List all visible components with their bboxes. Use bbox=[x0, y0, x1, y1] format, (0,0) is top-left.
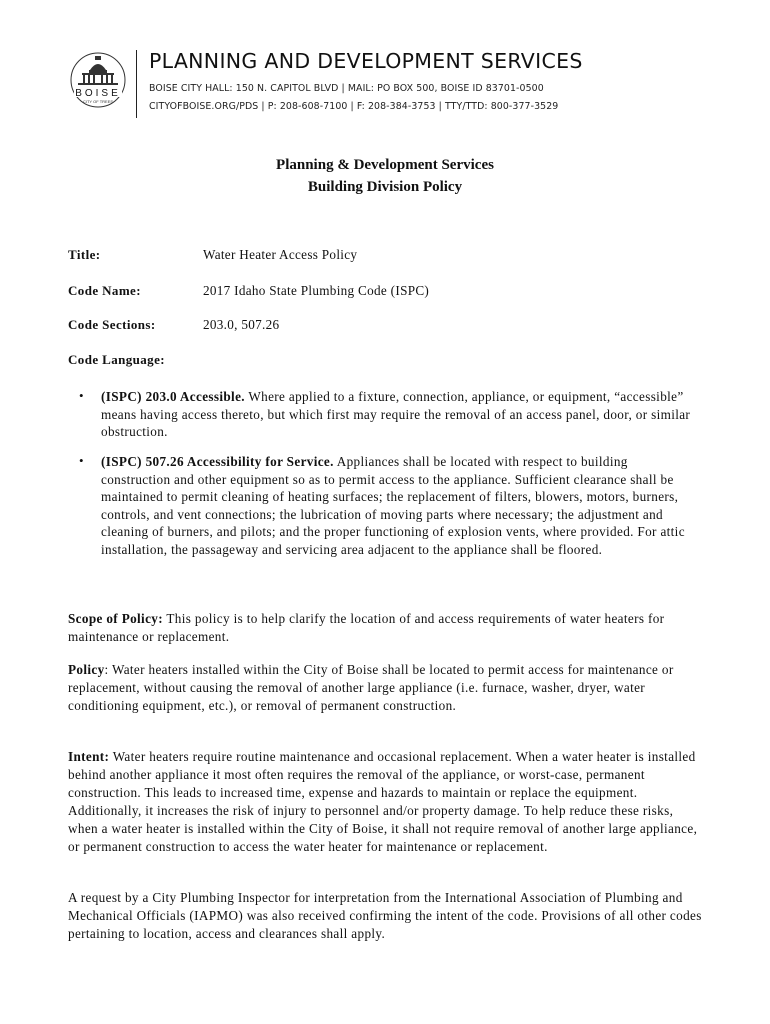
code-language-item bbox=[101, 388, 691, 441]
document-subtitle: Building Division Policy bbox=[307, 179, 463, 195]
code-sections-label: Code Sections: bbox=[68, 317, 156, 332]
city-seal-logo bbox=[66, 50, 130, 116]
org-name: PLANNING AND DEVELOPMENT SERVICES bbox=[149, 49, 583, 73]
policy-text: : Water heaters installed within the City of Boise shall be located to permit access for maintenance or replacement, without causing the removal of another large appliance (i.e. furnace, washer, dryer, water conditioning equipment, etc.), or removal of permanent construction. bbox=[68, 662, 674, 713]
code-text: Appliances shall be located with respect to building construction and other equipment so as to permit access to the appliance. Sufficient clearance shall be maintained to permit cleaning of heating surfaces; the replacement of filters, blowers, motors, burners, controls, and vent connections; the lubrication of moving parts where necessary; the adjustment and cleaning of burners, and pilots; and the proper functioning of explosion vents, where provided. For attic installation, the passageway and servicing area adjacent to the appliance shall be floored. bbox=[101, 454, 685, 557]
bullet-icon: • bbox=[79, 453, 84, 468]
code-language-item bbox=[101, 453, 691, 559]
seal-sub-text: CITY OF TREES bbox=[82, 99, 114, 104]
title-value: Water Heater Access Policy bbox=[203, 247, 358, 262]
scope-lead: Scope of Policy: bbox=[68, 611, 163, 626]
intent-paragraph bbox=[68, 748, 702, 856]
code-text: Where applied to a fixture, connection, appliance, or equipment, “accessible” means having access thereto, but which first may require the removal of an access panel, door, or similar obstruction. bbox=[101, 389, 691, 440]
contact-line: CITYOFBOISE.ORG/PDS | P: 208-608-7100 | F: 208-384-3753 | TTY/TTD: 800-377-3529 bbox=[149, 101, 559, 112]
request-paragraph: A request by a City Plumbing Inspector for interpretation from the International Association of Plumbing and Mechanical Officials (IAPMO) was also received confirming the intent of the code. Provisions of all other codes pertaining to location, access and clearances shall apply. bbox=[68, 890, 702, 941]
scope-paragraph bbox=[68, 610, 702, 646]
intent-text: Water heaters require routine maintenance and occasional replacement. When a water heater is installed behind another appliance it most often requires the removal of the appliance, or worst-case, permanent construction. This leads to increased time, expense and hazards to maintain or replace the equipment. Additionally, it increases the risk of injury to personnel and/or property damage. To help reduce these risks, when a water heater is installed within the City of Boise, it shall not require removal of another large appliance, or permanent construction to access the water heater for maintenance or replacement. bbox=[68, 749, 698, 854]
code-name-label: Code Name: bbox=[68, 283, 141, 298]
intent-lead: Intent: bbox=[68, 749, 110, 764]
scope-text: This policy is to help clarify the location of and access requirements of water heaters for maintenance or replacement. bbox=[68, 611, 665, 644]
document-title: Planning & Development Services bbox=[276, 157, 494, 173]
policy-paragraph bbox=[68, 661, 702, 715]
code-citation: (ISPC) 203.0 Accessible. bbox=[101, 389, 245, 404]
address-line: BOISE CITY HALL: 150 N. CAPITOL BLVD | MAIL: PO BOX 500, BOISE ID 83701-0500 bbox=[149, 83, 544, 94]
code-name-value: 2017 Idaho State Plumbing Code (ISPC) bbox=[203, 283, 430, 298]
code-sections-value: 203.0, 507.26 bbox=[203, 317, 280, 332]
policy-lead: Policy bbox=[68, 662, 105, 677]
code-citation: (ISPC) 507.26 Accessibility for Service. bbox=[101, 454, 334, 469]
code-language-label: Code Language: bbox=[68, 352, 165, 367]
seal-city-text: BOISE bbox=[75, 88, 121, 99]
letterhead-divider bbox=[136, 50, 137, 118]
bullet-icon: • bbox=[79, 388, 84, 403]
title-label: Title: bbox=[68, 247, 101, 262]
letterhead bbox=[66, 44, 706, 124]
